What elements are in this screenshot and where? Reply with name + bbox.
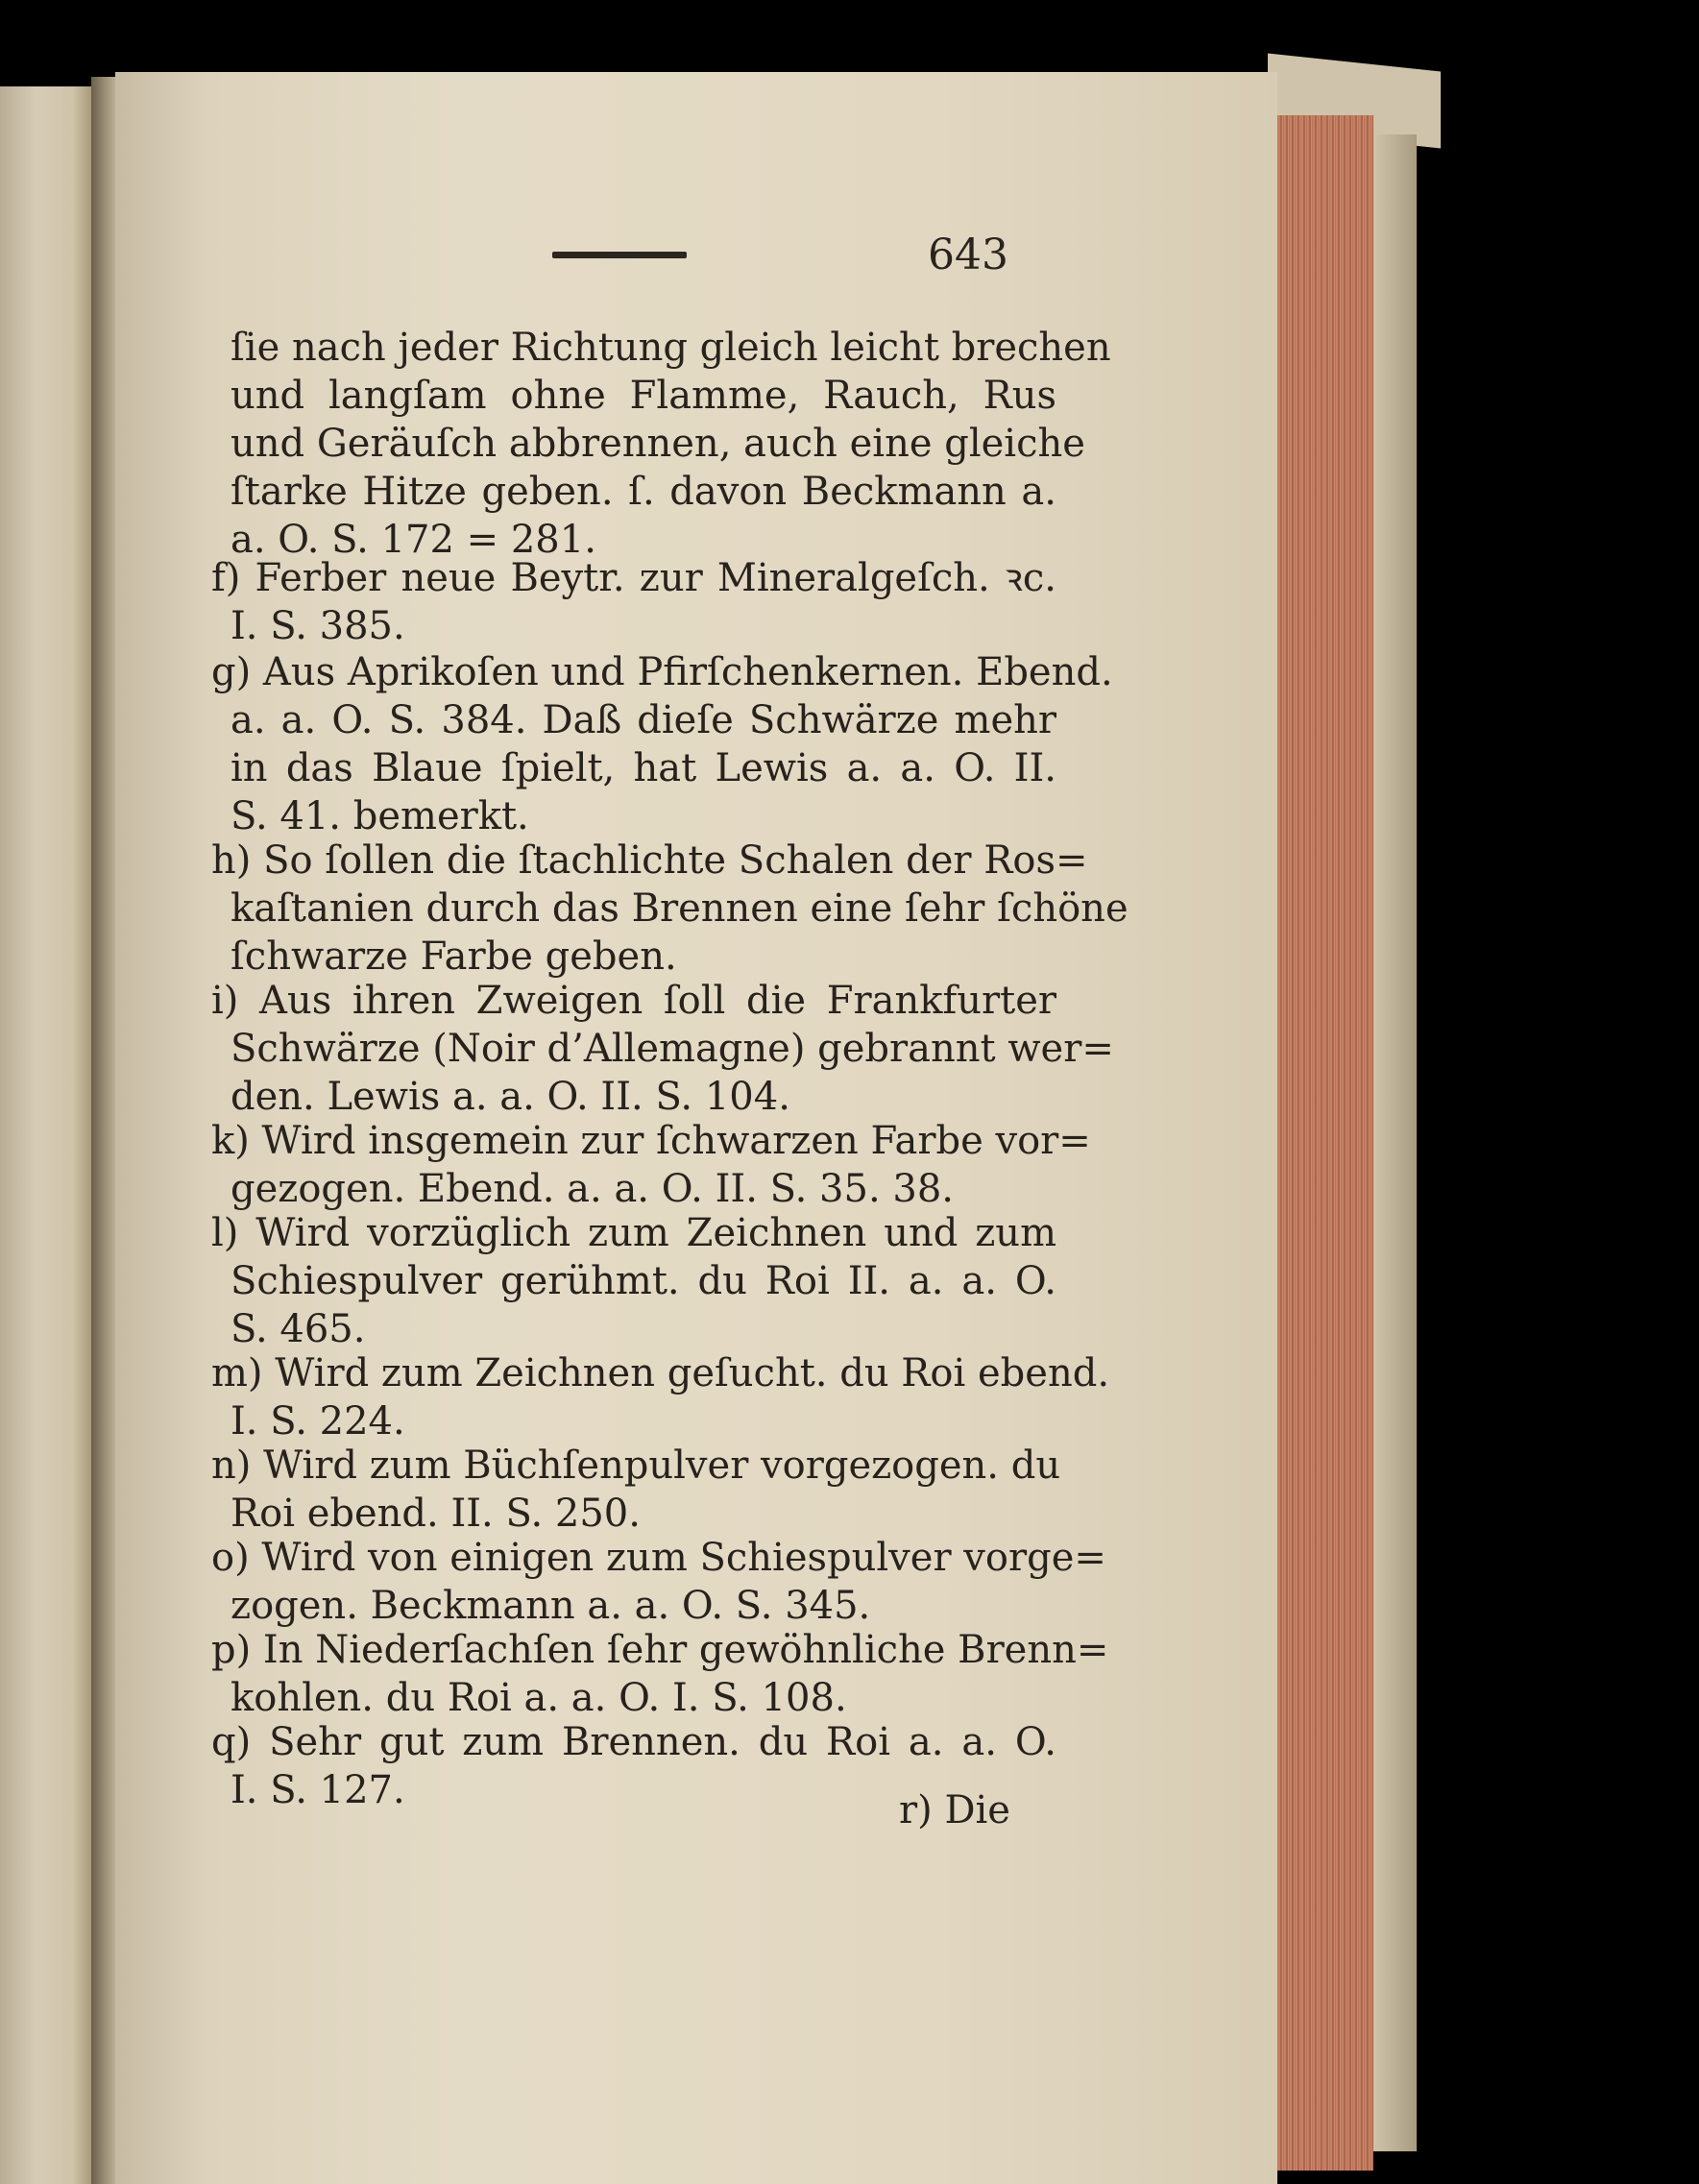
text-line: zogen. Beckmann a. a. O. S. 345. xyxy=(231,1584,871,1628)
text-line: ſtarke Hitze geben. ſ. davon Beckmann a. xyxy=(231,470,1056,514)
text-line: und Geräuſch abbrennen, auch eine gleiche xyxy=(231,422,1085,466)
text-line: I. S. 127. xyxy=(231,1768,405,1812)
note-n: n) Wird zum Büchſenpulver vorgezogen. du xyxy=(211,1444,1061,1488)
header-rule xyxy=(552,252,687,258)
catchword: r) Die xyxy=(899,1788,1010,1832)
text-line: I. S. 385. xyxy=(231,604,405,648)
note-m: m) Wird zum Zeichnen geſucht. du Roi ebend. xyxy=(211,1351,1110,1395)
text-line: kaſtanien durch das Brennen eine ſehr ſchöne xyxy=(231,886,1129,931)
text-line: gezogen. Ebend. a. a. O. II. S. 35. 38. xyxy=(231,1167,954,1211)
text-line: I. S. 224. xyxy=(231,1399,405,1444)
note-k: k) Wird insgemein zur ſchwarzen Farbe vor= xyxy=(211,1119,1091,1163)
note-f: f) Ferber neue Beytr. zur Mineralgeſch. ꝛc. xyxy=(211,556,1056,600)
text-line: a. a. O. S. 384. Daß dieſe Schwärze mehr xyxy=(231,698,1056,742)
note-l: l) Wird vorzüglich zum Zeichnen und zum xyxy=(211,1211,1056,1255)
text-line: Roi ebend. II. S. 250. xyxy=(231,1492,641,1536)
text-line: ſie nach jeder Richtung gleich leicht brechen xyxy=(231,326,1111,370)
left-page-edge xyxy=(0,86,91,2184)
text-line: S. 41. bemerkt. xyxy=(231,794,529,838)
note-g: g) Aus Aprikoſen und Pfirſchenkernen. Ebend. xyxy=(211,650,1113,694)
text-line: Schiespulver gerühmt. du Roi II. a. a. O. xyxy=(231,1259,1056,1303)
text-line: und langſam ohne Flamme, Rauch, Rus xyxy=(231,374,1056,418)
text-line: ſchwarze Farbe geben. xyxy=(231,934,677,979)
note-o: o) Wird von einigen zum Schiespulver vorge= xyxy=(211,1536,1106,1580)
text-line: a. O. S. 172 = 281. xyxy=(231,518,596,562)
note-i: i) Aus ihren Zweigen ſoll die Frankfurter xyxy=(211,979,1056,1023)
note-p: p) In Niederſachſen ſehr gewöhnliche Brenn= xyxy=(211,1628,1109,1672)
text-line: in das Blaue ſpielt, hat Lewis a. a. O. II. xyxy=(231,746,1056,790)
text-line: kohlen. du Roi a. a. O. I. S. 108. xyxy=(231,1676,847,1720)
text-line: Schwärze (Noir d’Allemagne) gebrannt wer= xyxy=(231,1027,1114,1071)
note-q: q) Sehr gut zum Brennen. du Roi a. a. O. xyxy=(211,1720,1056,1764)
text-line: S. 465. xyxy=(231,1307,366,1351)
note-h: h) So ſollen die ſtachlichte Schalen der Ros= xyxy=(211,838,1088,883)
page-block-side xyxy=(1373,134,1417,2151)
page-block-edge xyxy=(1277,115,1373,2171)
text-line: den. Lewis a. a. O. II. S. 104. xyxy=(231,1075,790,1119)
page-number: 643 xyxy=(928,231,1008,279)
